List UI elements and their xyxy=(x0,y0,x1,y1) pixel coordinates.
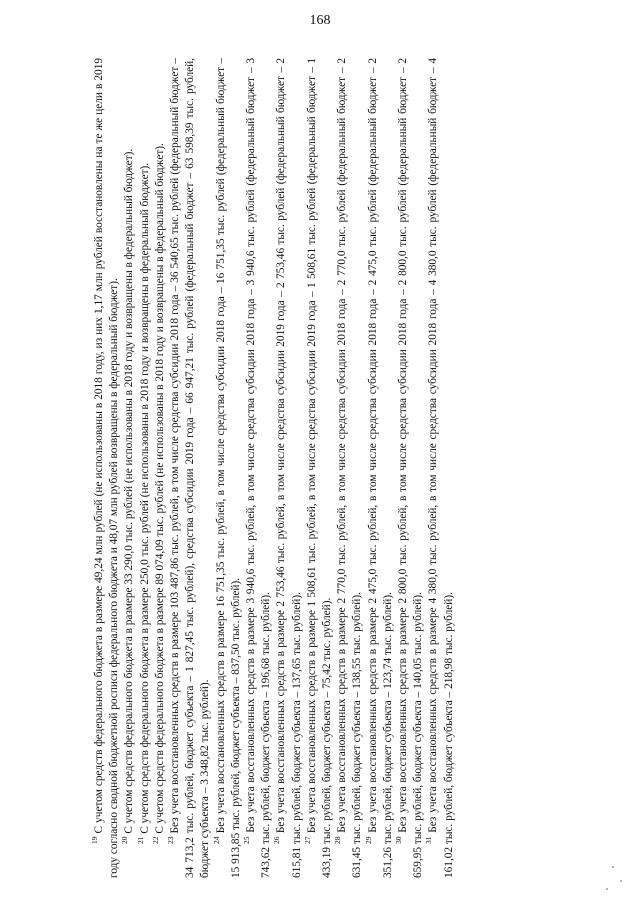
footnote-23 xyxy=(168,58,214,878)
footnote-22 xyxy=(153,58,168,878)
footnote-20 xyxy=(122,58,137,878)
footnote-text: С учетом средств федерального бюджета в размере 250,0 тыс. рублей (не использованы в 2018 году и возвращены в федеральный бюджет). xyxy=(138,162,151,834)
footnote-marker: 19 xyxy=(90,836,100,844)
footnote-marker: 29 xyxy=(363,836,373,844)
footnote-29 xyxy=(363,58,396,878)
footnote-marker: 30 xyxy=(394,836,404,844)
footnote-marker: 25 xyxy=(242,836,252,844)
footnote-text: Без учета восстановленных средств в размере 2 770,0 тыс. рублей, в том числе средства субсидии 2018 года – 2 770,0 тыс. рублей (федеральный бюджет – 2 631,45 тыс. рублей, бюджет субъекта – 138,55 тыс. рублей). xyxy=(336,58,364,878)
footnote-marker: 24 xyxy=(211,836,221,844)
footnote-marker: 22 xyxy=(151,836,161,844)
footnote-marker: 28 xyxy=(333,836,343,844)
scan-artifact xyxy=(606,888,608,890)
footnote-marker: 31 xyxy=(424,836,434,844)
footnotes-block xyxy=(92,58,602,878)
footnote-30 xyxy=(396,58,426,878)
footnote-24 xyxy=(211,57,244,878)
footnote-28 xyxy=(335,58,365,878)
page-number: 168 xyxy=(309,13,331,28)
footnote-text: Без учета восстановленных средств в размере 2 475,0 тыс. рублей, в том числе средства субсидии 2018 года – 2 475,0 тыс. рублей (федеральный бюджет – 2 351,26 тыс. рублей, бюджет субъекта – 123,74 тыс. рублей). xyxy=(366,58,394,878)
footnote-text: Без учета восстановленных средств в размере 103 487,86 тыс. рублей, в том числе средства субсидии 2018 года – 36 540,65 тыс. рублей (федеральный бюджет – 34 713,2 тыс. рублей, бюджет субъекта – 1 827,45 тыс. рублей), средства субсидии 2019 года – 66 947,21 тыс. рублей (федеральный бюджет – 63 598,39 тыс. рублей, бюджет субъекта – 3 348,82 тыс. рублей). xyxy=(169,58,212,878)
scan-artifact xyxy=(620,880,622,882)
footnote-text: С учетом средств федерального бюджета в размере 49,24 млн рублей (не использованы в 2018 году, из них 1,17 млн рублей восстановлены на те же цели в 2019 году согласно сводной бюджетной росписи федерального бюджета и 48,07 млн рублей возвращены в федеральный бюджет). xyxy=(93,58,121,878)
footnote-26 xyxy=(274,58,304,878)
footnote-25 xyxy=(244,58,274,878)
footnote-marker: 20 xyxy=(120,836,130,844)
footnote-text: С учетом средств федерального бюджета в размере 89 074,09 тыс. рублей (не использованы в 2018 году и возвращены в федеральный бюджет). xyxy=(153,143,166,834)
footnote-text: Без учета восстановленных средств в размере 16 751,35 тыс. рублей, в том числе средства субсидии 2018 года – 16 751,35 тыс. рублей (федеральный бюджет – 15 913,85 тыс. рублей, бюджет субъекта – 837,50 тыс. рублей). xyxy=(214,57,242,878)
footnote-marker: 23 xyxy=(166,836,176,844)
footnote-text: Без учета восстановленных средств в размере 2 800,0 тыс. рублей, в том числе средства субсидии 2018 года – 2 800,0 тыс. рублей (федеральный бюджет – 2 659,95 тыс. рублей, бюджет субъекта – 140,05 тыс. рублей). xyxy=(397,58,425,878)
footnote-19 xyxy=(92,58,122,878)
footnote-text: Без учета восстановленных средств в размере 3 940,6 тыс. рублей, в том числе средства субсидии 2018 года – 3 940,6 тыс. рублей (федеральный бюджет – 3 743,62 тыс. рублей, бюджет субъекта – 196,68 тыс. рублей). xyxy=(245,58,273,878)
footnote-text: Без учета восстановленных средств в размере 2 753,46 тыс. рублей, в том числе средства субсидии 2019 года – 2 753,46 тыс. рублей (федеральный бюджет – 2 615,81 тыс. рублей, бюджет субъекта – 137,65 тыс. рублей). xyxy=(275,57,303,878)
scan-artifact xyxy=(612,866,614,868)
footnote-31 xyxy=(426,58,456,878)
footnote-21 xyxy=(135,58,153,878)
footnote-27 xyxy=(305,58,335,878)
footnote-marker: 21 xyxy=(135,836,145,844)
footnote-text: С учетом средств федерального бюджета в размере 33 290,0 тыс. рублей (не использованы в 2018 году и возвращены в федеральный бюджет). xyxy=(123,148,136,834)
footnote-text: Без учета восстановленных средств в размере 1 508,61 тыс. рублей, в том числе средства субсидии 2019 года – 1 508,61 тыс. рублей (федеральный бюджет – 1 433,19 тыс. рублей, бюджет субъекта – 75,42 тыс. рублей). xyxy=(305,57,334,878)
footnote-text: Без учета восстановленных средств в размере 4 380,0 тыс. рублей, в том числе средства субсидии 2018 года – 4 380,0 тыс. рублей (федеральный бюджет – 4 161,02 тыс. рублей, бюджет субъекта – 218,98 тыс. рублей). xyxy=(427,58,455,878)
footnote-marker: 27 xyxy=(303,836,313,844)
footnote-marker: 26 xyxy=(272,836,282,844)
